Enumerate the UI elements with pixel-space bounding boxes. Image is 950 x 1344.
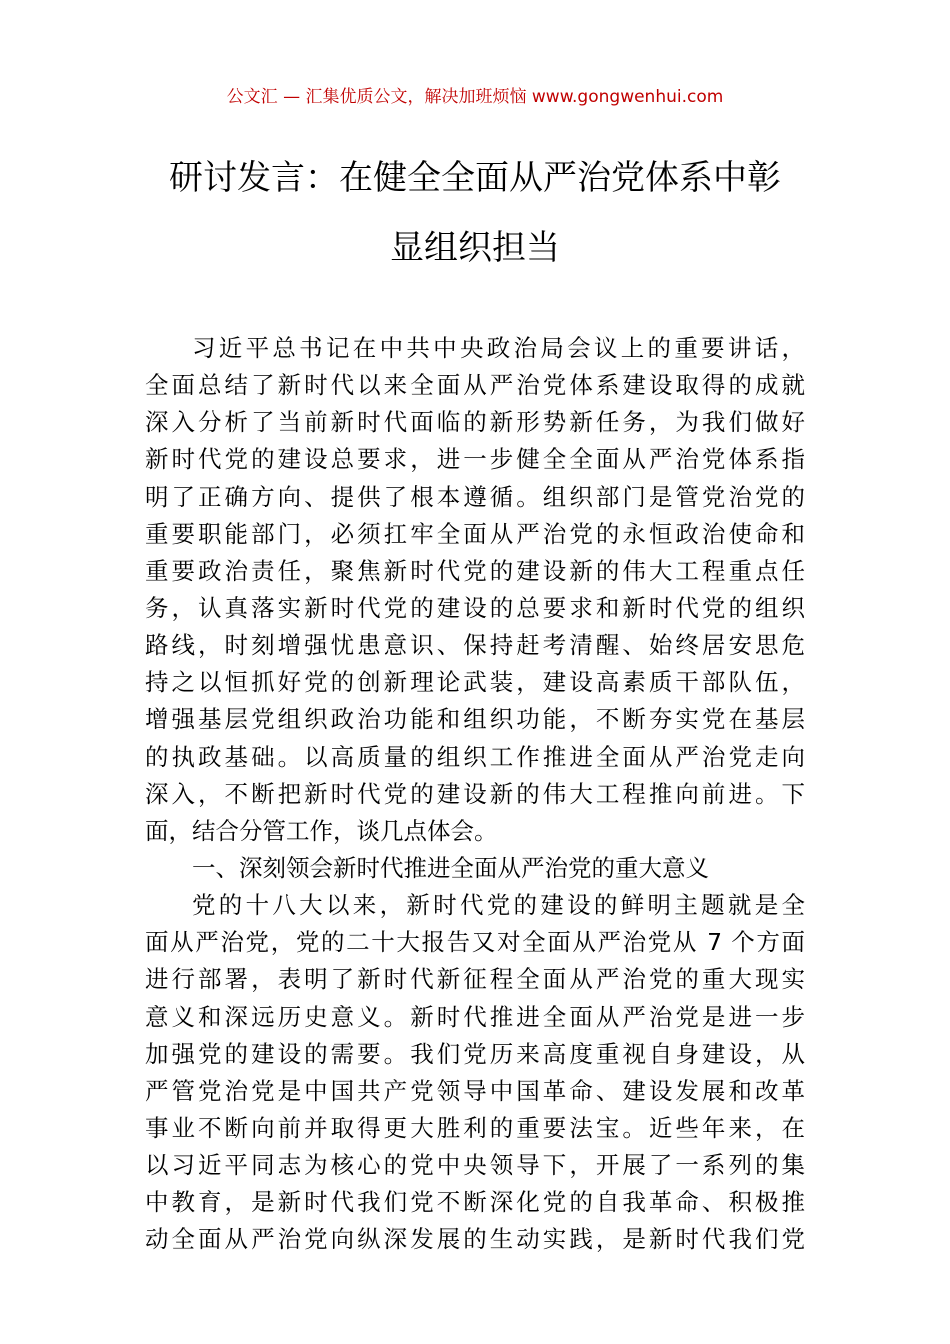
paragraph-line: 习近平总书记在中共中央政治局会议上的重要讲话， <box>192 334 805 362</box>
paragraph-line: 新时代党的建设总要求，进一步健全全面从严治党体系指 <box>145 445 805 474</box>
paragraph-line: 持之以恒抓好党的创新理论武装，建设高素质干部队伍， <box>145 668 805 697</box>
paragraph-line: 明了正确方向、提供了根本遵循。组织部门是管党治党的 <box>145 482 805 511</box>
document-title-line-1: 研讨发言：在健全全面从严治党体系中彰 <box>169 158 781 198</box>
paragraph-line: 重要职能部门，必须扛牢全面从严治党的永恒政治使命和 <box>145 519 805 548</box>
paragraph-line: 的执政基础。以高质量的组织工作推进全面从严治党走向 <box>145 742 805 771</box>
section-heading: 一、深刻领会新时代推进全面从严治党的重大意义 <box>192 853 709 882</box>
paragraph-line: 动全面从严治党向纵深发展的生动实践，是新时代我们党 <box>145 1225 805 1254</box>
document-title-line-2: 显组织担当 <box>390 228 560 268</box>
paragraph-line: 加强党的建设的需要。我们党历来高度重视自身建设，从 <box>145 1039 805 1068</box>
document-body <box>145 330 805 1259</box>
site-banner: 公文汇 — 汇集优质公文，解决加班烦恼 www.gongwenhui.com <box>226 87 724 107</box>
paragraph-line: 事业不断向前并取得更大胜利的重要法宝。近些年来，在 <box>145 1113 805 1142</box>
paragraph-line: 以习近平同志为核心的党中央领导下，开展了一系列的集 <box>145 1151 805 1180</box>
paragraph-line: 党的十八大以来，新时代党的建设的鲜明主题就是全 <box>192 891 805 920</box>
paragraph-line: 重要政治责任，聚焦新时代党的建设新的伟大工程重点任 <box>145 556 805 585</box>
paragraph-line: 务，认真落实新时代党的建设的总要求和新时代党的组织 <box>145 593 805 622</box>
paragraph-line: 面从严治党，党的二十大报告又对全面从严治党从 7 个方面 <box>145 928 805 957</box>
paragraph-line: 深入分析了当前新时代面临的新形势新任务，为我们做好 <box>145 408 805 437</box>
paragraph-line: 全面总结了新时代以来全面从严治党体系建设取得的成就 <box>145 371 805 400</box>
paragraph-line: 意义和深远历史意义。新时代推进全面从严治党是进一步 <box>145 1002 805 1031</box>
paragraph-line: 增强基层党组织政治功能和组织功能，不断夯实党在基层 <box>145 705 805 734</box>
paragraph-line: 路线，时刻增强忧患意识、保持赶考清醒、始终居安思危 <box>145 631 805 660</box>
paragraph-line: 深入，不断把新时代党的建设新的伟大工程推向前进。下 <box>145 779 805 808</box>
paragraph-line: 中教育，是新时代我们党不断深化党的自我革命、积极推 <box>145 1188 805 1217</box>
paragraph-line: 严管党治党是中国共产党领导中国革命、建设发展和改革 <box>145 1076 805 1105</box>
paragraph-line: 面，结合分管工作，谈几点体会。 <box>145 816 498 845</box>
paragraph-line: 进行部署，表明了新时代新征程全面从严治党的重大现实 <box>145 965 805 994</box>
